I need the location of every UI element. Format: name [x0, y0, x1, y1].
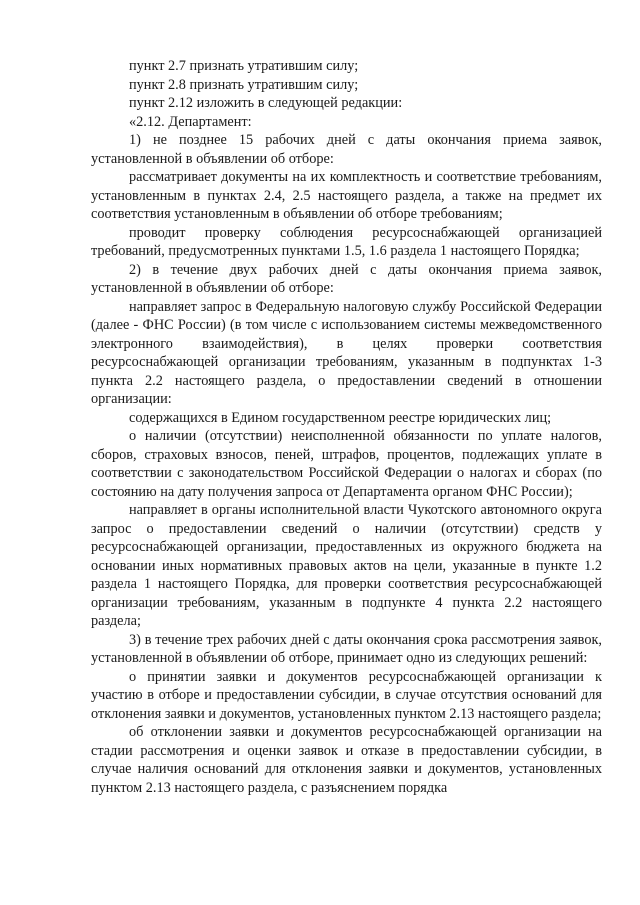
paragraph-decision-accept: о принятии заявки и документов ресурсоснабжающей организации к участию в отборе и предоставлении субсидии, в случае отсутствия оснований для отклонения заявки и документов, установленных пунктом 2.13 настоящего раздела; [91, 668, 602, 722]
paragraph-item-2-12: пункт 2.12 изложить в следующей редакции: [129, 95, 403, 111]
document-body [91, 57, 602, 797]
paragraph-compliance-check: проводит проверку соблюдения ресурсоснабжающей организацией требований, предусмотренных пунктами 1.5, 1.6 раздела 1 настоящего Порядка; [91, 224, 602, 259]
paragraph-tax-debt: о наличии (отсутствии) неисполненной обязанности по уплате налогов, сборов, страховых взносов, пеней, штрафов, процентов, подлежащих уплате в соответствии с законодательством Российской Федерации о налогах и сборах (по состоянию на дату получения запроса от Департамента органом ФНС России); [91, 428, 602, 500]
paragraph-fns-request: направляет запрос в Федеральную налоговую службу Российской Федерации (далее - ФНС России) (в том числе с использованием системы межведомственного электронного взаимодействия), в целях проверки соответствия ресурсоснабжающей организации требованиям, указанным в подпунктах 1-3 пункта 2.2 настоящего раздела, о предоставлении сведений в отношении организации: [91, 298, 602, 407]
paragraph-egrul: содержащихся в Едином государственном реестре юридических лиц; [129, 409, 552, 426]
paragraph-subitem-2: 2) в течение двух рабочих дней с даты окончания приема заявок, установленной в объявлении об отборе: [91, 261, 602, 296]
paragraph-item-2-8: пункт 2.8 признать утратившим силу; [129, 76, 359, 93]
paragraph-item-2-7: пункт 2.7 признать утратившим силу; [129, 58, 359, 74]
paragraph-executive-request: направляет в органы исполнительной власти Чукотского автономного округа запрос о предоставлении сведений о наличии (отсутствии) средств у ресурсоснабжающей организации, предоставленных из окружного бюджета на основании иных нормативных правовых актов на цели, указанные в пункте 1.2 раздела 1 настоящего Порядка, для проверки соответствия ресурсоснабжающей организации требованиям, указанным в подпункте 4 пункта 2.2 настоящего раздела; [91, 502, 602, 629]
paragraph-subitem-3: 3) в течение трех рабочих дней с даты окончания срока рассмотрения заявок, установленной в объявлении об отборе, принимает одно из следующих решений: [91, 631, 602, 666]
paragraph-section-heading: «2.12. Департамент: [129, 113, 252, 130]
paragraph-decision-reject: об отклонении заявки и документов ресурсоснабжающей организации на стадии рассмотрения и оценки заявок и отказе в предоставлении субсидии, в случае наличия оснований для отклонения заявки и документов, установленных пунктом 2.13 настоящего раздела, с разъяснением порядка [91, 724, 602, 796]
paragraph-subitem-1: 1) не позднее 15 рабочих дней с даты окончания приема заявок, установленной в объявлении об отборе: [91, 132, 602, 167]
paragraph-review-documents: рассматривает документы на их комплектность и соответствие требованиям, установленным в пунктах 2.4, 2.5 настоящего раздела, а также на предмет их соответствия установленным в объявлении об отборе требованиям; [91, 169, 602, 222]
